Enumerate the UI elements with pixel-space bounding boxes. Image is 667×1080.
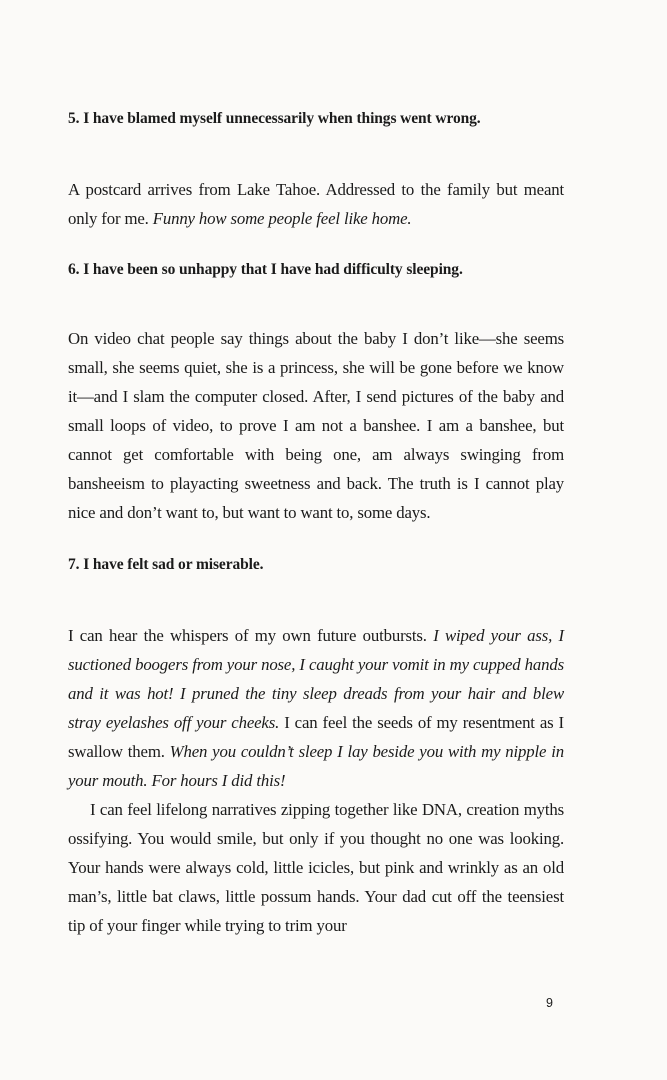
section-7-paragraph-2: I can feel lifelong narratives zipping together like DNA, creation myths ossifying. You would smile, but only if you thought no one was looking. Your hands were always cold, little icicles, but pink and wrinkly as an old man’s, little bat claws, little possum hands. Your dad cut off the teensiest tip of your finger while trying to trim your <box>68 800 564 935</box>
page-content <box>68 104 564 940</box>
text-run: I can hear the whispers of my own future outbursts. <box>68 626 434 645</box>
italic-text-run: Funny how some people feel like home. <box>152 209 412 228</box>
text-run: On video chat people say things about the baby I don’t like—she seems small, she seems quiet, she is a princess, she will be gone before we know it—and I slam the computer closed. After, I send pictures of the baby and small loops of video, to prove I am not a banshee. I am a banshee, but cannot get comfortable with being one, am always swinging from bansheeism to playacting sweetness and back. The truth is I cannot play nice and don’t want to, but want to want to, some days. <box>68 329 564 522</box>
page-number: 9 <box>546 996 554 1010</box>
section-heading-7: 7. I have felt sad or miserable. <box>68 556 264 573</box>
text-run: I can feel the seeds of my resentment as I swallow them. <box>68 713 564 761</box>
section-5-paragraph <box>68 175 564 233</box>
section-7-paragraph <box>68 621 564 795</box>
section-heading-6: 6. I have been so unhappy that I have had difficulty sleeping. <box>68 261 463 278</box>
text-run: A postcard arrives from Lake Tahoe. Addressed to the family but meant only for me. <box>68 180 564 228</box>
section-6-paragraph <box>68 324 564 527</box>
italic-text-run: I wiped your ass, I suctioned boogers from your nose, I caught your vomit in my cupped hands and it was hot! I pruned the tiny sleep dreads from your hair and blew stray eyelashes off your cheeks. <box>68 626 564 732</box>
section-heading-5: 5. I have blamed myself unnecessarily when things went wrong. <box>68 110 481 127</box>
italic-text-run: When you couldn’t sleep I lay beside you with my nipple in your mouth. For hours I did this! <box>68 742 564 790</box>
